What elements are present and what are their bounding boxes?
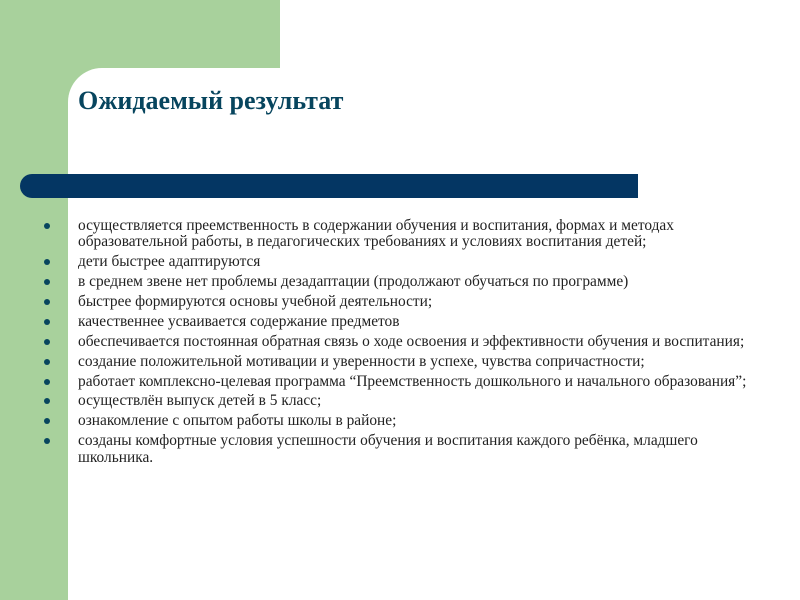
bullet-item [34,413,770,429]
slide-title: Ожидаемый результат [78,86,344,115]
bullet-dot-icon [44,279,50,285]
bullet-item [34,314,770,330]
bullet-dot-icon [44,398,50,404]
bullet-text: в среднем звене нет проблемы дезадаптации (продолжают обучаться по программе) [78,273,629,291]
bullet-text: ознакомление с опытом работы школы в районе; [78,412,397,430]
bullet-text: работает комплексно-целевая программа “Преемственность дошкольного и начального образования”; [78,372,747,390]
bullet-dot-icon [44,438,50,444]
bullet-dot-icon [44,379,50,385]
bullet-text: создание положительной мотивации и уверенности в успехе, чувства сопричастности; [78,352,645,370]
bullet-text: обеспечивается постоянная обратная связь о ходе освоения и эффективности обучения и воспитания; [78,332,745,350]
bullet-dot-icon [44,299,50,305]
bullet-dot-icon [44,319,50,325]
bullet-text: осуществляется преемственность в содержании обучения и воспитания, формах и методах образовательной работы, в педагогических требованиях и условиях воспитания детей; [78,217,674,251]
title-rule-bar [20,174,638,198]
bullet-text: осуществлён выпуск детей в 5 класс; [78,392,322,410]
bullet-item [34,393,770,409]
bullet-item [34,274,770,290]
bullet-item [34,254,770,270]
bullet-text: быстрее формируются основы учебной деятельности; [78,292,433,310]
bullet-text: созданы комфортные условия успешности обучения и воспитания каждого ребёнка, младшего школьника. [78,432,698,466]
bullet-text: дети быстрее адаптируются [78,253,261,271]
bullet-dot-icon [44,259,50,265]
bullet-dot-icon [44,359,50,365]
bullet-item [34,433,770,466]
bullet-item [34,374,770,390]
bullet-dot-icon [44,223,50,229]
bullet-item [34,294,770,310]
bullet-dot-icon [44,418,50,424]
bullet-item [34,334,770,350]
bullet-text: качественнее усваивается содержание предметов [78,312,400,330]
bullet-item [34,354,770,370]
bullet-item [34,218,770,251]
bullet-dot-icon [44,339,50,345]
bullet-list [34,218,770,469]
